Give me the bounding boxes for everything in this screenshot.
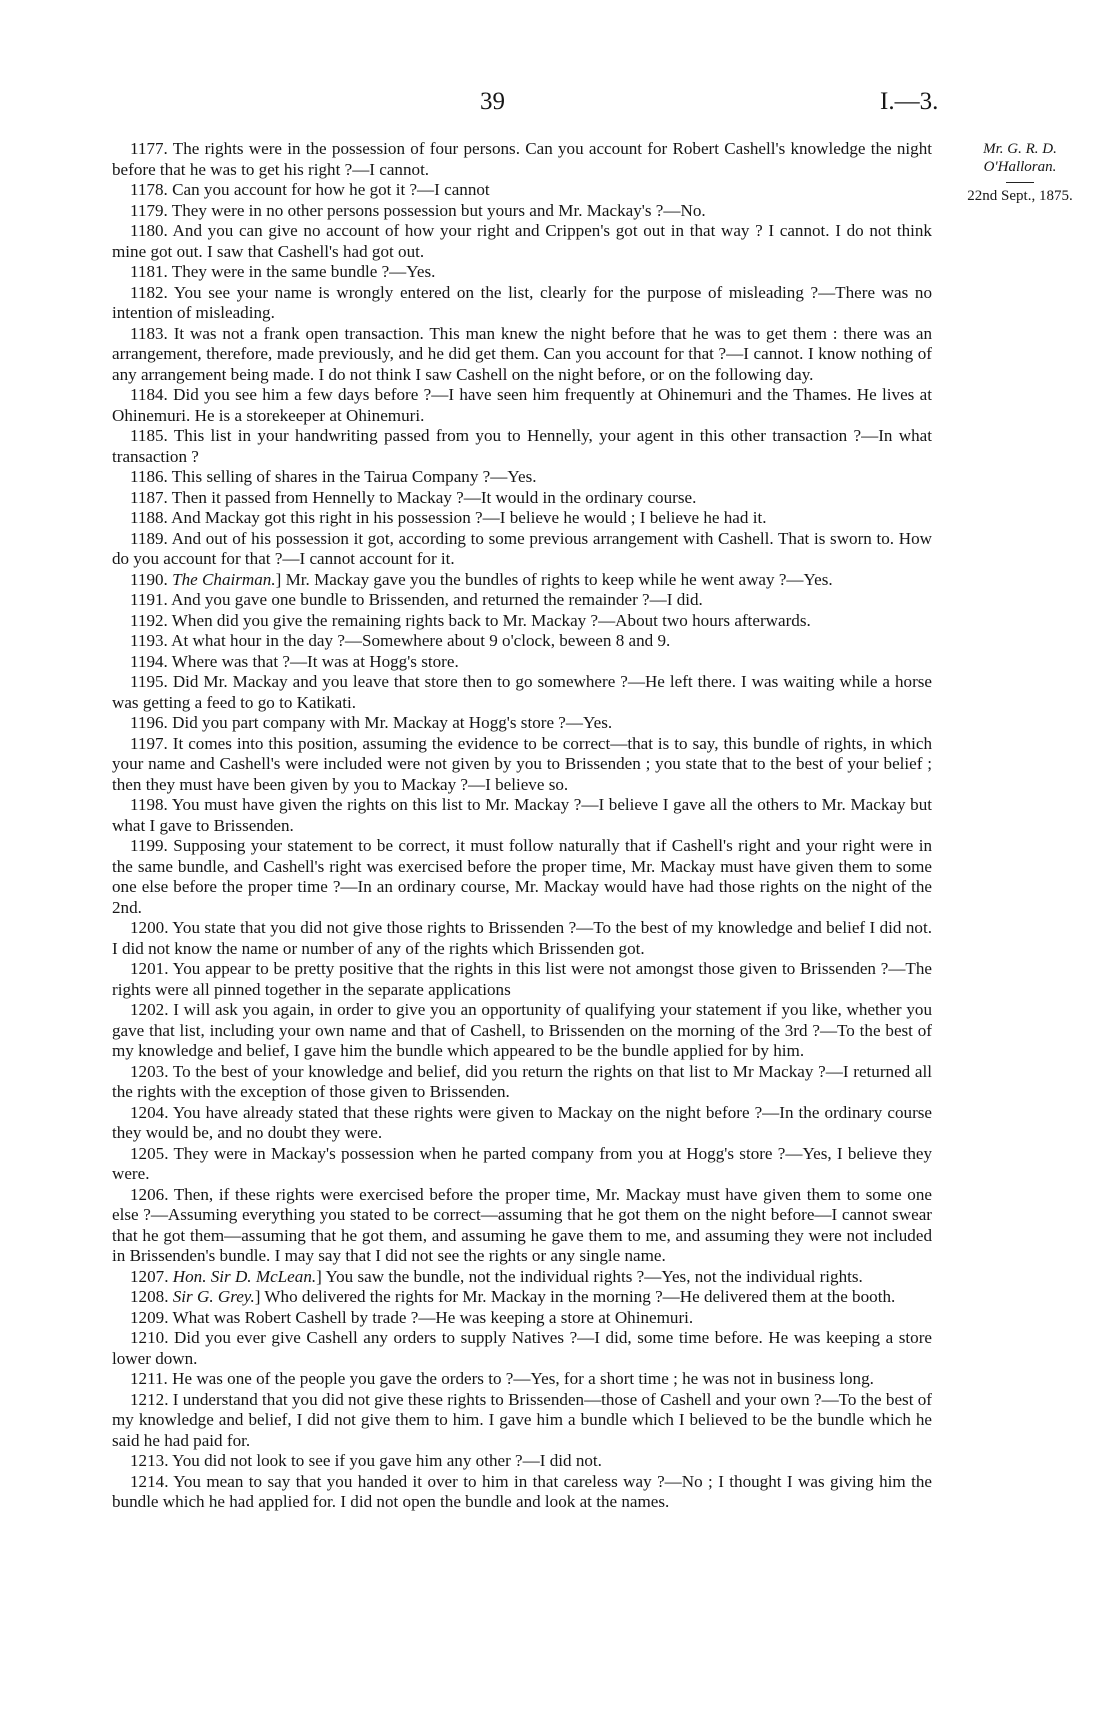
question-number: 1196.	[130, 713, 168, 732]
question-1191	[112, 590, 932, 611]
question-number: 1191.	[130, 590, 168, 609]
question-number: 1206.	[130, 1184, 169, 1204]
question-1207: 1207. Hon. Sir D. McLean.] You saw the bundle, not the individual rights ?—Yes, not the individual rights.	[130, 1266, 863, 1286]
question-number: 1180.	[130, 221, 168, 240]
question-1199	[112, 836, 932, 918]
question-number: 1185.	[130, 426, 168, 445]
question-text: Did you see him a few days before ?—I have seen him frequently at Ohinemuri and the Thames. He lives at Ohinemuri. He is a storekeeper at Ohinemuri.	[112, 385, 932, 425]
question-1206	[112, 1185, 932, 1267]
question-text: What was Robert Cashell by trade ?—He was keeping a store at Ohinemuri.	[172, 1307, 694, 1327]
question-text: Who delivered the rights for Mr. Mackay in the morning ?—He delivered them at the booth.	[264, 1287, 896, 1306]
question-number: 1200.	[130, 918, 169, 937]
question-1201	[112, 959, 932, 1000]
question-1212	[112, 1390, 932, 1452]
question-1196	[112, 713, 932, 734]
question-text: Can you account for how he got it ?—I cannot	[172, 180, 490, 199]
question-1183	[112, 324, 932, 386]
question-text: You did not look to see if you gave him any other ?—I did not.	[172, 1451, 602, 1470]
question-number: 1204.	[130, 1102, 169, 1122]
question-1190: 1190. The Chairman.] Mr. Mackay gave you the bundles of rights to keep while he went away ?—Yes.	[130, 569, 833, 589]
question-1180	[112, 221, 932, 262]
question-number: 1212.	[130, 1389, 169, 1409]
question-number: 1189.	[130, 528, 168, 548]
question-number: 1187.	[130, 487, 168, 507]
question-number: 1188.	[130, 508, 168, 527]
question-text: They were in the same bundle ?—Yes.	[171, 262, 436, 281]
question-number: 1178.	[130, 180, 168, 199]
question-number: 1183.	[130, 323, 168, 343]
question-number: 1177.	[130, 139, 168, 158]
page-number: 39	[480, 88, 505, 115]
question-number: 1211.	[130, 1369, 168, 1388]
question-1182	[112, 283, 932, 324]
question-text: Did Mr. Mackay and you leave that store then to go somewhere ?—He left there. I was waiting while a horse was getting a feed to go to Katikati.	[112, 672, 933, 712]
question-text: Mr. Mackay gave you the bundles of rights to keep while he went away ?—Yes.	[285, 569, 833, 589]
question-1198	[112, 795, 932, 836]
speaker: Hon. Sir D. McLean.	[172, 1266, 317, 1286]
question-text: They were in no other persons possession but yours and Mr. Mackay's ?—No.	[171, 200, 706, 220]
question-text: This list in your handwriting passed from you to Hennelly, your agent in this other transaction ?—In what transaction ?	[112, 426, 932, 466]
question-1194	[112, 652, 932, 673]
question-text: They were in Mackay's possession when he parted company from you at Hogg's store ?—Yes, I believe they were.	[112, 1143, 932, 1183]
question-text: This selling of shares in the Tairua Company ?—Yes.	[171, 467, 537, 486]
question-number: 1181.	[130, 262, 168, 281]
question-text: Where was that ?—It was at Hogg's store.	[171, 651, 459, 671]
question-1181	[112, 262, 932, 283]
question-number: 1186.	[130, 467, 168, 486]
question-text: He was one of the people you gave the orders to ?—Yes, for a short time ; he was not in business long.	[172, 1369, 874, 1388]
question-text: Then, if these rights were exercised before the proper time, Mr. Mackay must have given them to some one else ?—Assuming everything you stated to be correct—assuming that he got them on the night before—I cannot swear that he got them—assuming that he got them, and assuming he gave them to me, and assuming they were not included in Brissenden's bundle. I may say that I did not see the rights or any single name.	[112, 1184, 932, 1265]
testimony-body	[112, 139, 932, 1513]
question-1189	[112, 529, 932, 570]
question-1210	[112, 1328, 932, 1369]
question-text: And you can give no account of how your right and Crippen's got out in that way ? I cannot. I do not think mine got out. I saw that Cashell's had got out.	[112, 221, 932, 261]
question-text: Supposing your statement to be correct, it must follow naturally that if Cashell's right and your right were in the same bundle, and Cashell's right was exercised before the proper time, Mr. Mackay must have given them to some one else before the proper time ?—In an ordinary course, Mr. Mackay would have had those rights on the night of the 2nd.	[112, 836, 932, 917]
document-reference: I.—3.	[880, 88, 939, 115]
speaker: The Chairman.	[172, 569, 276, 589]
question-number: 1208.	[130, 1287, 169, 1306]
question-number: 1190.	[130, 569, 168, 589]
question-1178	[112, 180, 932, 201]
question-1203	[112, 1062, 932, 1103]
question-text: I understand that you did not give these rights to Brissenden—those of Cashell and your own ?—To the best of my knowledge and belief, I did not give them to him. I gave him a bundle which I believed to be the bundle which he said he had paid for.	[112, 1389, 932, 1450]
question-number: 1209.	[130, 1307, 169, 1327]
question-text: Then it passed from Hennelly to Mackay ?—It would in the ordinary course.	[171, 487, 697, 507]
question-number: 1194.	[130, 651, 168, 671]
hearing-date: 22nd Sept., 1875.	[967, 188, 1073, 204]
witness-name: Mr. G. R. D. O'Halloran.	[983, 141, 1057, 175]
question-1192	[112, 611, 932, 632]
question-number: 1202.	[130, 1000, 169, 1019]
question-text: You have already stated that these rights were given to Mackay on the night before ?—In the ordinary course they would be, and no doubt they were.	[112, 1102, 933, 1142]
question-1205	[112, 1144, 932, 1185]
question-1184	[112, 385, 932, 426]
question-1195	[112, 672, 932, 713]
side-note-rule	[1006, 182, 1034, 183]
question-number: 1203.	[130, 1061, 169, 1081]
question-text: At what hour in the day ?—Somewhere about 9 o'clock, beween 8 and 9.	[171, 631, 671, 650]
question-number: 1210.	[130, 1328, 169, 1347]
question-text: And you gave one bundle to Brissenden, and returned the remainder ?—I did.	[171, 590, 703, 609]
question-text: You must have given the rights on this list to Mr. Mackay ?—I believe I gave all the others to Mr. Mackay but what I gave to Brissenden.	[112, 795, 932, 835]
question-text: You mean to say that you handed it over to him in that careless way ?—No ; I thought I was giving him the bundle which he had applied for. I did not open the bundle and look at the names.	[112, 1471, 932, 1511]
question-1208: 1208. Sir G. Grey.] Who delivered the rights for Mr. Mackay in the morning ?—He delivered them at the booth.	[130, 1287, 896, 1306]
question-number: 1197.	[130, 733, 168, 753]
question-1200	[112, 918, 932, 959]
question-1187	[112, 488, 932, 509]
side-note	[950, 140, 1090, 205]
question-number: 1201.	[130, 959, 169, 978]
question-1211	[112, 1369, 932, 1390]
question-number: 1213.	[130, 1451, 169, 1470]
question-1177	[112, 139, 932, 180]
question-number: 1192.	[130, 610, 168, 630]
question-1204	[112, 1103, 932, 1144]
question-number: 1193.	[130, 631, 168, 650]
question-1202	[112, 1000, 932, 1062]
question-1186	[112, 467, 932, 488]
question-text: You see your name is wrongly entered on the list, clearly for the purpose of misleading ?—There was no intention of misleading.	[112, 282, 933, 322]
question-number: 1198.	[130, 795, 168, 814]
question-text: Did you ever give Cashell any orders to supply Natives ?—I did, some time before. He was keeping a store lower down.	[112, 1328, 932, 1368]
question-1179	[112, 201, 932, 222]
question-1197	[112, 734, 932, 796]
question-text: And out of his possession it got, according to some previous arrangement with Cashell. That is sworn to. How do you account for that ?—I cannot account for it.	[112, 528, 932, 568]
question-number: 1205.	[130, 1143, 169, 1163]
question-1185	[112, 426, 932, 467]
question-1214	[112, 1472, 932, 1513]
question-number: 1214.	[130, 1471, 169, 1491]
question-text: When did you give the remaining rights back to Mr. Mackay ?—About two hours afterwards.	[171, 610, 811, 630]
question-text: You saw the bundle, not the individual rights ?—Yes, not the individual rights.	[325, 1266, 863, 1286]
question-text: It comes into this position, assuming the evidence to be correct—that is to say, this bundle of rights, in which your name and Cashell's were included were not given by you to Brissenden ; you state that to the best of your belief ; then they must have been given by you to Mackay ?—I believe so.	[112, 733, 932, 794]
question-text: And Mackay got this right in his possession ?—I believe he would ; I believe he had it.	[171, 508, 767, 527]
question-text: Did you part company with Mr. Mackay at Hogg's store ?—Yes.	[172, 713, 613, 732]
question-1213	[112, 1451, 932, 1472]
question-text: You state that you did not give those rights to Brissenden ?—To the best of my knowledge and belief I did not. I did not know the name or number of any of the rights which Brissenden got.	[112, 918, 933, 958]
question-number: 1179.	[130, 200, 168, 220]
question-text: It was not a frank open transaction. This man knew the night before that he was to get them : there was an arrangement, therefore, made previously, and he did get them. Can you account for that ?—I cannot. I know nothing of any arrangement being made. I do not think I saw Cashell on the night before, or on the following day.	[112, 323, 932, 384]
question-1188	[112, 508, 932, 529]
question-number: 1184.	[130, 385, 168, 404]
question-1193	[112, 631, 932, 652]
question-number: 1199.	[130, 836, 168, 855]
question-text: I will ask you again, in order to give you an opportunity of qualifying your statement if you like, whether you gave that list, including your own name and that of Cashell, to Brissenden on the morning of the 3rd ?—To the best of my knowledge and belief, I gave him the bundle which appeared to be the bundle applied for by him.	[112, 1000, 932, 1060]
question-text: To the best of your knowledge and belief, did you return the rights on that list to Mr Mackay ?—I returned all the rights with the exception of those given to Brissenden.	[112, 1061, 932, 1101]
question-1209	[112, 1308, 932, 1329]
question-number: 1195.	[130, 672, 168, 691]
question-text: The rights were in the possession of four persons. Can you account for Robert Cashell's knowledge the night before that he was to get his right ?—I cannot.	[112, 139, 932, 179]
question-number: 1182.	[130, 282, 168, 302]
speaker: Sir G. Grey.	[172, 1287, 255, 1306]
question-number: 1207.	[130, 1266, 169, 1286]
question-text: You appear to be pretty positive that the rights in this list were not amongst those given to Brissenden ?—The rights were all pinned together in the separate applications	[112, 959, 933, 999]
